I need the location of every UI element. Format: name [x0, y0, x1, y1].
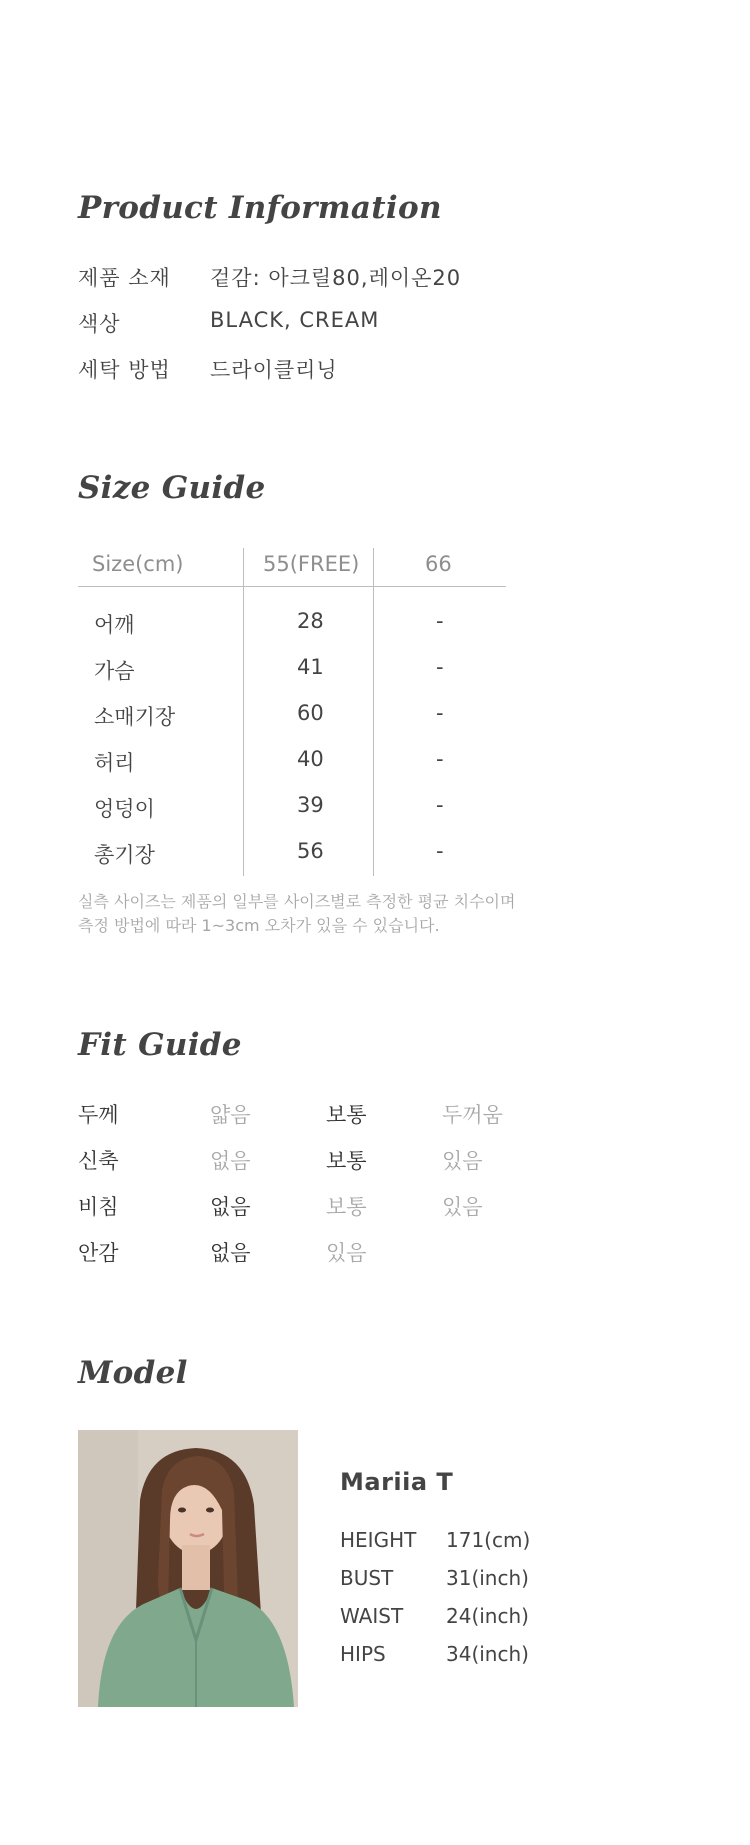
size-value: - — [436, 609, 444, 633]
fit-label: 신축 — [78, 1149, 119, 1173]
fit-label: 안감 — [78, 1241, 119, 1265]
fit-option-selected: 보통 — [326, 1103, 367, 1127]
product-info-title: Product Information — [78, 190, 442, 226]
header-divider — [78, 586, 506, 587]
size-row-label: 허리 — [94, 751, 135, 775]
size-row-label: 소매기장 — [94, 705, 176, 729]
size-note-line: 실측 사이즈는 제품의 일부를 사이즈별로 측정한 평균 치수이며 — [78, 892, 516, 911]
size-value: 28 — [297, 609, 324, 633]
info-label: 색상 — [78, 312, 121, 336]
size-value: 60 — [297, 701, 324, 725]
column-divider — [243, 548, 244, 876]
fit-label: 비침 — [78, 1195, 119, 1219]
fit-option: 있음 — [442, 1149, 483, 1173]
stat-label: BUST — [340, 1566, 394, 1590]
size-row-label: 엉덩이 — [94, 797, 155, 821]
stat-label: HIPS — [340, 1642, 386, 1666]
stat-label: WAIST — [340, 1604, 404, 1628]
size-table — [78, 548, 506, 876]
size-value: - — [436, 655, 444, 679]
size-value: 56 — [297, 839, 324, 863]
stat-value: 34(inch) — [446, 1642, 529, 1666]
column-divider — [373, 548, 374, 876]
fit-option: 얇음 — [210, 1103, 251, 1127]
model-photo-illustration — [78, 1430, 298, 1707]
stat-value: 24(inch) — [446, 1604, 529, 1628]
info-value: 겉감: 아크릴80,레이온20 — [210, 266, 462, 290]
fit-option: 보통 — [326, 1195, 367, 1219]
fit-option: 없음 — [210, 1149, 251, 1173]
fit-option: 두꺼움 — [442, 1103, 503, 1127]
stat-label: HEIGHT — [340, 1528, 417, 1552]
size-row-label: 총기장 — [94, 843, 155, 867]
size-header: 66 — [425, 552, 452, 576]
size-value: 39 — [297, 793, 324, 817]
size-row-label: 가슴 — [94, 659, 135, 683]
size-guide-title: Size Guide — [78, 470, 266, 506]
fit-option-selected: 없음 — [210, 1241, 251, 1265]
info-label: 세탁 방법 — [78, 358, 171, 382]
info-label: 제품 소재 — [78, 266, 171, 290]
size-value: - — [436, 701, 444, 725]
size-value: 41 — [297, 655, 324, 679]
stat-value: 171(cm) — [446, 1528, 531, 1552]
size-header: 55(FREE) — [263, 552, 360, 576]
size-header: Size(cm) — [92, 552, 184, 576]
model-photo — [78, 1430, 298, 1707]
fit-option-selected: 보통 — [326, 1149, 367, 1173]
model-name: Mariia T — [340, 1468, 454, 1496]
size-value: - — [436, 747, 444, 771]
stat-value: 31(inch) — [446, 1566, 529, 1590]
size-value: 40 — [297, 747, 324, 771]
fit-label: 두께 — [78, 1103, 119, 1127]
fit-guide-title: Fit Guide — [78, 1027, 242, 1063]
size-row-label: 어깨 — [94, 613, 135, 637]
size-note — [78, 890, 515, 938]
fit-option: 있음 — [326, 1241, 367, 1265]
size-value: - — [436, 793, 444, 817]
size-note-line: 측정 방법에 따라 1~3cm 오차가 있을 수 있습니다. — [78, 916, 440, 935]
info-value: BLACK, CREAM — [210, 308, 380, 332]
model-title: Model — [78, 1355, 188, 1391]
size-value: - — [436, 839, 444, 863]
fit-option: 있음 — [442, 1195, 483, 1219]
fit-option-selected: 없음 — [210, 1195, 251, 1219]
info-value: 드라이클리닝 — [210, 358, 338, 382]
